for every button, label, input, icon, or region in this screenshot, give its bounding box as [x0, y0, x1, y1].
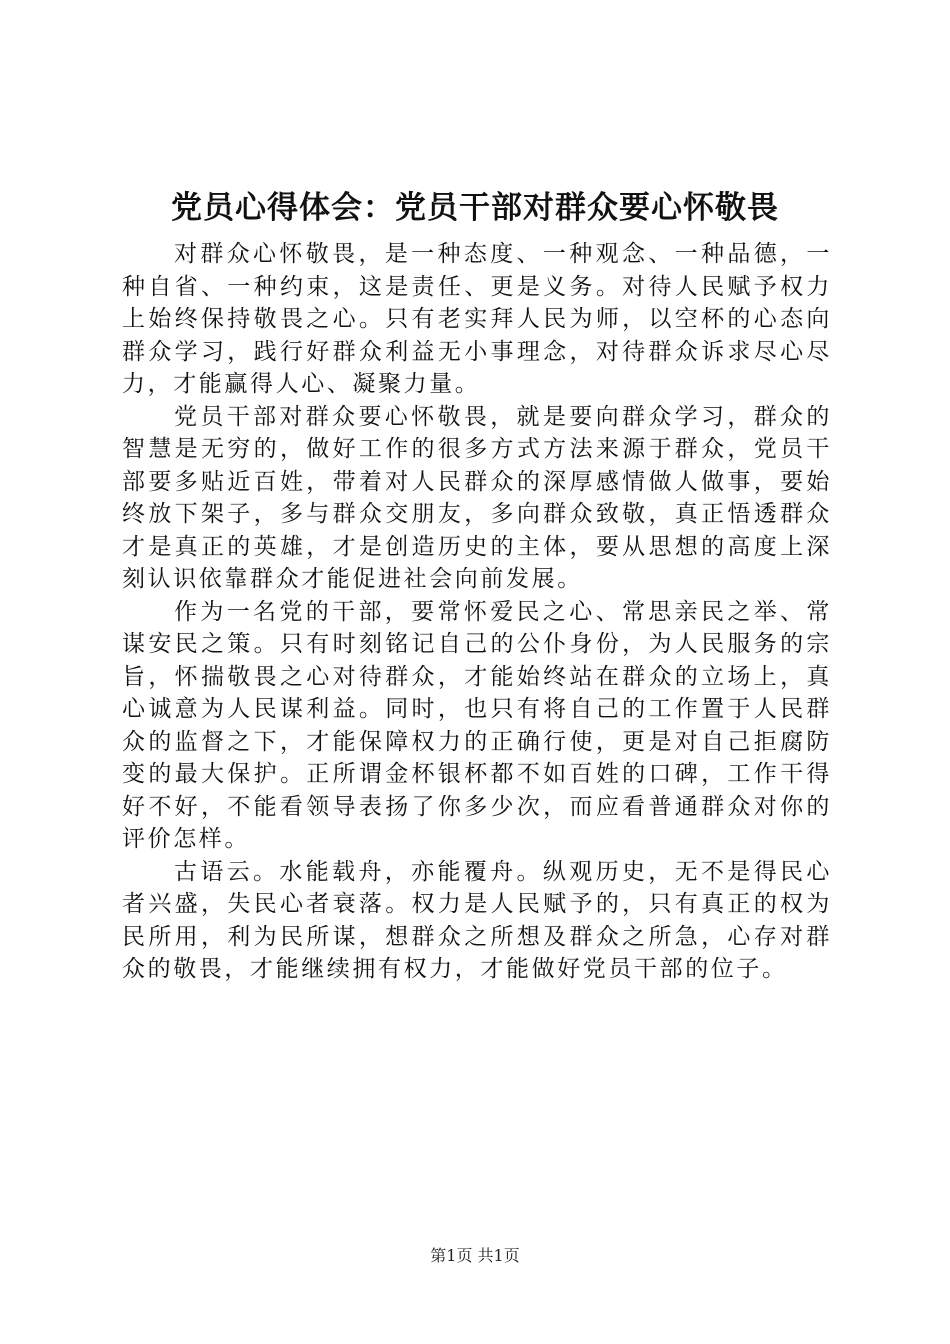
- page-title: 党员心得体会：党员干部对群众要心怀敬畏: [171, 190, 779, 226]
- paragraph-3: 作为一名党的干部，要常怀爱民之心、常思亲民之举、常谋安民之策。只有时刻铭记自己的公仆身份，为人民服务的宗旨，怀揣敬畏之心对待群众，才能始终站在群众的立场上，真心诚意为人民谋利益。同时，也只有将自己的工作置于人民群众的监督之下，才能保障权力的正确行使，更是对自己拒腐防变的最大保护。正所谓金杯银杯都不如百姓的口碑，工作干得好不好，不能看领导表扬了你多少次，而应看普通群众对你的评价怎样。: [122, 598, 832, 852]
- paragraph-2: 党员干部对群众要心怀敬畏，就是要向群众学习，群众的智慧是无穷的，做好工作的很多方式方法来源于群众，党员干部要多贴近百姓，带着对人民群众的深厚感情做人做事，要始终放下架子，多与群众交朋友，多向群众致敬，真正悟透群众才是真正的英雄，才是创造历史的主体，要从思想的高度上深刻认识依靠群众才能促进社会向前发展。: [122, 403, 832, 592]
- document-body: [122, 238, 832, 986]
- paragraph-1: 对群众心怀敬畏，是一种态度、一种观念、一种品德，一种自省、一种约束，这是责任、更是义务。对待人民赋予权力上始终保持敬畏之心。只有老实拜人民为师，以空杯的心态向群众学习，践行好群众利益无小事理念，对待群众诉求尽心尽力，才能赢得人心、凝聚力量。: [122, 241, 832, 397]
- paragraph-4: 古语云。水能载舟，亦能覆舟。纵观历史，无不是得民心者兴盛，失民心者衰落。权力是人民赋予的，只有真正的权为民所用，利为民所谋，想群众之所想及群众之所急，心存对群众的敬畏，才能继续拥有权力，才能做好党员干部的位子。: [122, 858, 832, 982]
- page-footer: 第1页 共1页: [430, 1246, 520, 1265]
